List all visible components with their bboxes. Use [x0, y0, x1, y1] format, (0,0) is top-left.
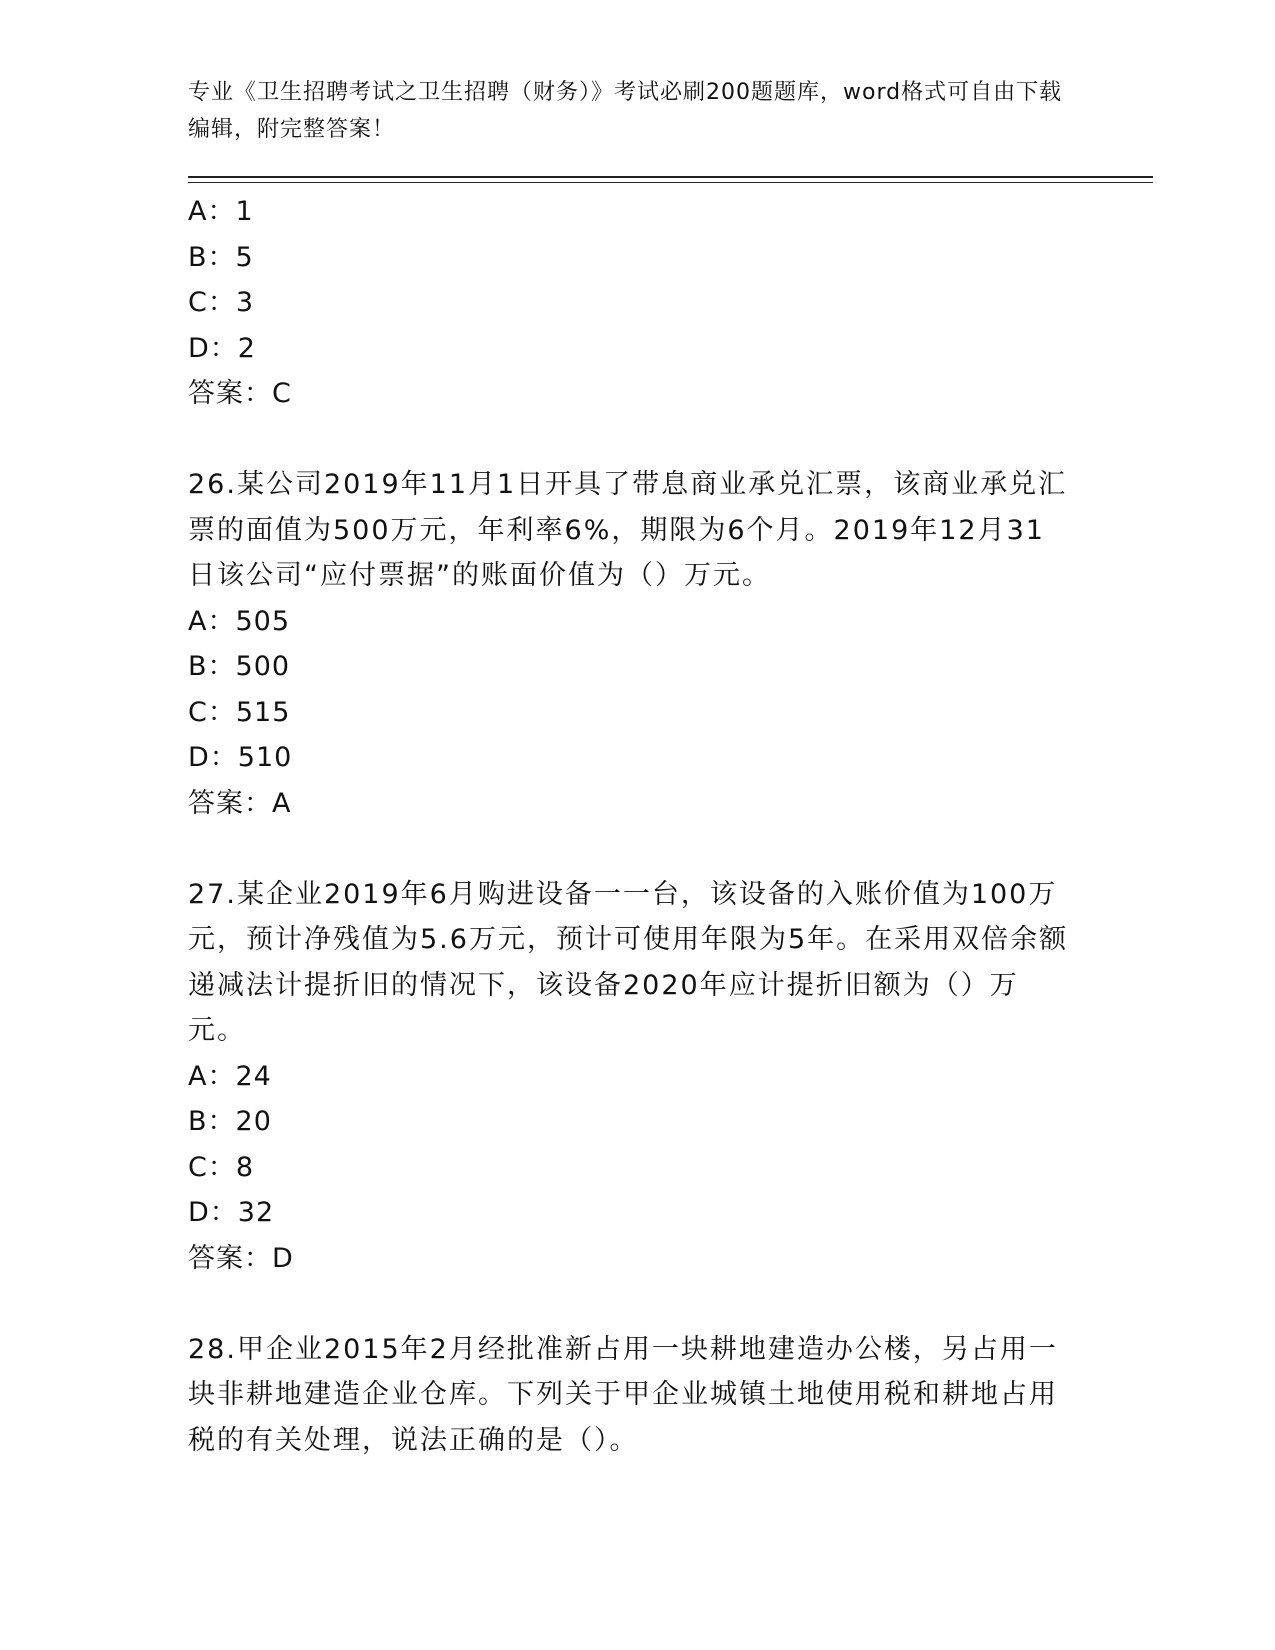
answer-line: 答案：D	[188, 1242, 294, 1274]
question-27	[188, 872, 1088, 1282]
header-divider	[188, 176, 1153, 178]
question-28	[188, 1327, 1088, 1464]
document-header: 专业《卫生招聘考试之卫生招聘（财务）》考试必刷200题题库，word格式可自由下载编辑，附完整答案！	[188, 80, 1063, 142]
option-b: B：5	[188, 241, 254, 273]
header-divider-thin	[188, 182, 1153, 183]
option-b: B：20	[188, 1106, 272, 1137]
option-a: A：24	[188, 1060, 272, 1092]
option-b: B：500	[188, 651, 291, 682]
option-c: C：8	[188, 1151, 255, 1183]
answer-line: 答案：A	[188, 787, 292, 819]
option-a: A：505	[188, 605, 291, 637]
question-25-options	[188, 189, 1088, 417]
option-d: D：510	[188, 742, 293, 773]
option-c: C：3	[188, 287, 255, 318]
question-stem: 28.甲企业2015年2月经批准新占用一块耕地建造办公楼，另占用一块非耕地建造企业仓库。下列关于甲企业城镇土地使用税和耕地占用税的有关处理，说法正确的是（）。	[188, 1333, 1058, 1456]
option-c: C：515	[188, 696, 291, 728]
question-26	[188, 462, 1088, 826]
question-stem: 27.某企业2019年6月购进设备一一台，该设备的入账价值为100万元，预计净残值为5.6万元，预计可使用年限为5年。在采用双倍余额递减法计提折旧的情况下，该设备2020年应计提折旧额为（）万元。	[188, 878, 1069, 1046]
option-a: A：1	[188, 196, 254, 227]
document-body	[188, 189, 1088, 1463]
option-d: D：32	[188, 1197, 275, 1228]
question-stem: 26.某公司2019年11月1日开具了带息商业承兑汇票，该商业承兑汇票的面值为500万元，年利率6%，期限为6个月。2019年12月31日该公司“应付票据”的账面价值为（）万元。	[188, 469, 1068, 591]
option-d: D：2	[188, 332, 256, 364]
answer-line: 答案：C	[188, 378, 292, 409]
